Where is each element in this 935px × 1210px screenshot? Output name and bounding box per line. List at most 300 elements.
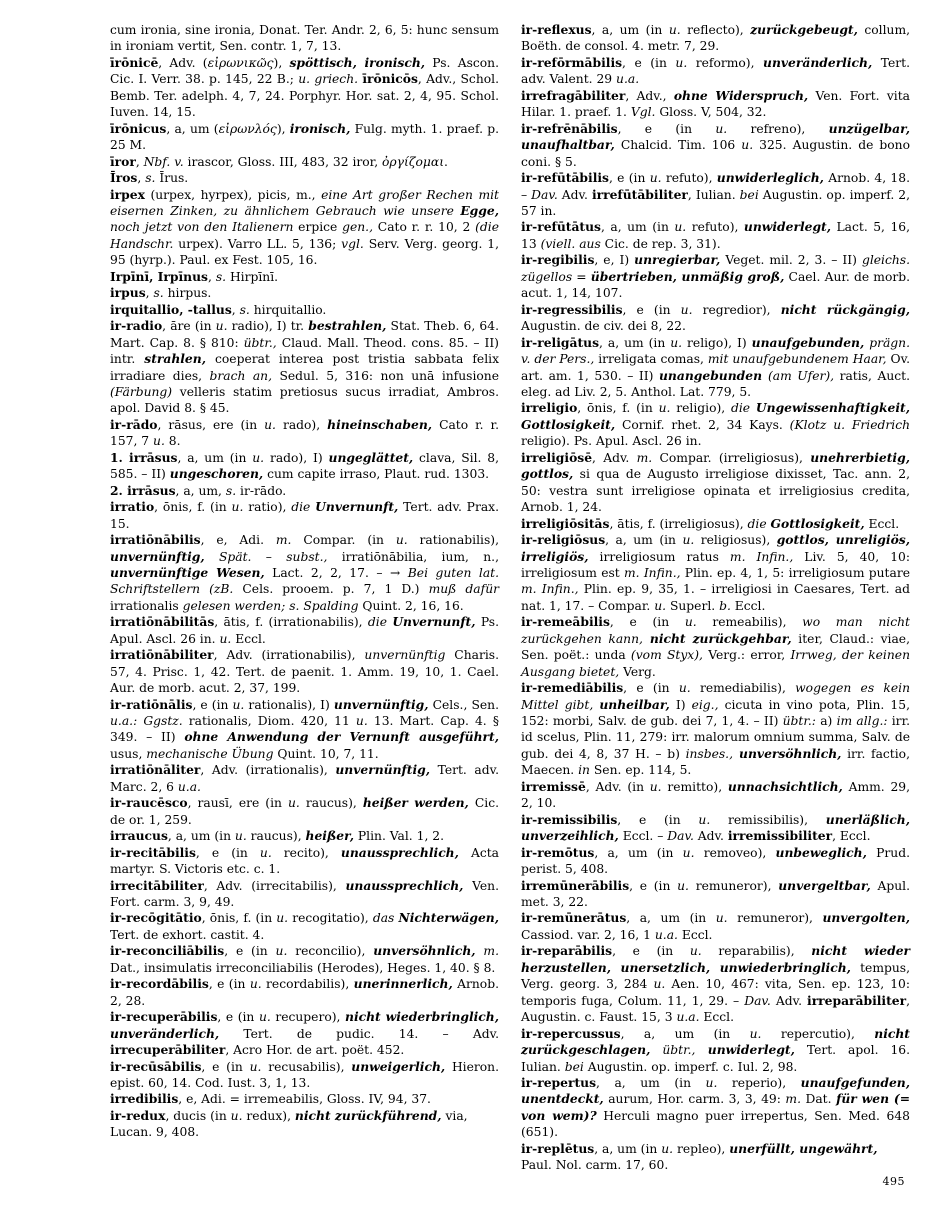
entry-text: velleris statim pretiosus sucus irradiat, Ambros. apol. David 8. § 45. bbox=[110, 384, 499, 416]
entry-headword: irpex bbox=[110, 186, 145, 202]
dictionary-entry bbox=[110, 417, 499, 450]
entry-text: 8. bbox=[164, 434, 181, 449]
dictionary-entry bbox=[521, 878, 910, 911]
dictionary-entry bbox=[110, 302, 499, 318]
entry-italic-note: die bbox=[747, 516, 771, 531]
entry-text: religio), bbox=[670, 401, 731, 416]
entry-gloss: ungeglättet, bbox=[328, 449, 414, 465]
entry-text: Adv. bbox=[770, 993, 808, 1008]
entry-text: Arnob. 4, 18. – bbox=[521, 171, 910, 202]
entry-headword: ir-reflexus bbox=[521, 22, 592, 37]
entry-text: , Iulian. bbox=[687, 187, 740, 202]
entry-headword: ir-replētus bbox=[521, 1140, 595, 1156]
entry-text: Cels. prooem. p. 7, 1 D.) bbox=[233, 582, 429, 597]
entry-text: , Adv., Schol. Bemb. Ter. adelph. 4, 7, 24. Porphyr. Hor. sat. 2, 4, 95. Schol. Iuven. 14, 15. bbox=[110, 72, 499, 120]
entry-gloss: unversöhnlich, bbox=[733, 745, 842, 761]
entry-text: irr. id scelus, Plin. 11, 279: irr. malorum omnium summa, Salv. de gub. dei 4, 8, 37 H. – b) bbox=[521, 714, 911, 761]
entry-italic-note: gleichs. zügellos bbox=[521, 253, 910, 284]
entry-headword: īrōnicē bbox=[110, 54, 159, 70]
dictionary-entry bbox=[521, 121, 910, 170]
entry-italic-note: muß dafür bbox=[428, 582, 499, 597]
entry-text: – bbox=[251, 549, 287, 564]
dictionary-entry bbox=[110, 910, 499, 943]
entry-gloss: unwiderlegt, bbox=[695, 1042, 795, 1058]
entry-text: Tert. de exhort. castit. 4. bbox=[110, 927, 265, 942]
entry-italic-note: u. bbox=[749, 1026, 762, 1041]
entry-italic-note: im allg.: bbox=[836, 714, 888, 729]
entry-text: Fulg. myth. 1. praef. p. 25 M. bbox=[110, 121, 499, 153]
dictionary-entry bbox=[110, 647, 499, 696]
entry-text: , rāsus, ere (in bbox=[157, 417, 265, 432]
entry-gloss: gottlos, unreligiös, irreligiös, bbox=[521, 532, 910, 564]
entry-italic-note: subst., bbox=[286, 549, 328, 564]
entry-text: iter, Claud.: viae, Sen. poët.: unda bbox=[521, 631, 910, 663]
dictionary-entry bbox=[521, 614, 910, 680]
entry-text: Eccl. bbox=[699, 1010, 735, 1025]
entry-text: remitto), bbox=[661, 779, 728, 794]
entry-italic-note: u. bbox=[249, 977, 262, 992]
entry-text: rado), bbox=[275, 417, 328, 432]
entry-italic-note: u. griech. bbox=[298, 72, 359, 87]
entry-gloss: unheilbar, bbox=[599, 696, 670, 712]
entry-text: Eccl. – bbox=[618, 829, 668, 844]
entry-italic-note: bei bbox=[564, 1059, 584, 1074]
entry-text: , e (in bbox=[612, 944, 690, 959]
entry-text: Cael. Aur. de morb. acut. 1, 14, 107. bbox=[521, 269, 911, 301]
entry-text: remuneror), bbox=[727, 911, 823, 926]
dictionary-entry bbox=[110, 878, 499, 911]
entry-text: repercutio), bbox=[761, 1026, 875, 1041]
entry-gloss: unerfüllt, ungewährt, bbox=[729, 1140, 878, 1156]
entry-italic-note: das bbox=[372, 911, 399, 926]
entry-italic-note: b. bbox=[719, 598, 731, 613]
entry-text: Eccl. bbox=[677, 927, 713, 942]
entry-text: ratio), bbox=[243, 500, 292, 515]
entry-text: 325. Augustin. de bono coni. § 5. bbox=[521, 138, 910, 169]
entry-text: reparabilis), bbox=[701, 944, 812, 959]
entry-italic-note: gelesen werden; s. Spalding bbox=[182, 598, 359, 613]
entry-text: , ōnis, f. (in bbox=[577, 401, 659, 416]
entry-headword: ir-raucēsco bbox=[110, 795, 188, 811]
entry-text: rado), I) bbox=[264, 450, 329, 465]
entry-text: cicuta in vino pota, Plin. 15, 152: morbi, Salv. de gub. dei 7, 1, 4. – II) bbox=[521, 697, 910, 729]
entry-headword: irremissē bbox=[521, 778, 586, 794]
dictionary-entry bbox=[110, 697, 499, 763]
entry-gloss: ohne Widerspruch, bbox=[673, 87, 809, 103]
entry-italic-note: s. bbox=[215, 269, 227, 284]
entry-headword: ir-remissibilis bbox=[521, 811, 618, 827]
entry-italic-note: s. bbox=[145, 171, 156, 186]
entry-gloss: unerinnerlich, bbox=[353, 976, 453, 992]
entry-headword: ir-recordābilis bbox=[110, 976, 209, 992]
greek-text: εἰρωνλός bbox=[218, 121, 277, 136]
entry-italic-note: u. bbox=[219, 631, 232, 646]
entry-text: reconcilio), bbox=[287, 944, 374, 959]
entry-text: I) bbox=[669, 697, 692, 712]
entry-headword: irrefūtābiliter bbox=[591, 186, 688, 202]
greek-text: ὀργίζομαι bbox=[382, 154, 445, 169]
entry-gloss: unbeweglich, bbox=[775, 844, 867, 860]
entry-italic-note: u. bbox=[674, 220, 687, 235]
entry-text: , a, um (in bbox=[626, 911, 716, 926]
dictionary-entry bbox=[110, 483, 499, 499]
entry-text: , Eccl. bbox=[832, 829, 871, 844]
entry-italic-note: u. bbox=[682, 533, 695, 548]
entry-text: irreligata comas, bbox=[594, 352, 708, 367]
entry-gloss: nicht wieder herzustellen, unersetzlich, unwiederbringlich, bbox=[521, 943, 910, 975]
entry-text: Verg. bbox=[619, 664, 656, 679]
entry-text: Ven. Fort. vita Hilar. 1. praef. 1. bbox=[521, 88, 910, 120]
entry-text: , a, um (in bbox=[594, 1141, 662, 1156]
entry-italic-note: u. bbox=[661, 1141, 674, 1156]
entry-headword: ir-ratiōnālis bbox=[110, 696, 193, 712]
dictionary-entry bbox=[110, 762, 499, 795]
entry-text: , bbox=[207, 269, 216, 284]
entry-text: , Acro Hor. de art. poët. 452. bbox=[225, 1043, 405, 1058]
entry-text: , e (in bbox=[622, 302, 681, 317]
entry-text: Compar. (in bbox=[291, 533, 396, 548]
entry-headword: ir-regressibilis bbox=[521, 301, 623, 317]
entry-text: Īrus. bbox=[155, 171, 189, 186]
entry-italic-note: eig., bbox=[691, 697, 719, 712]
entry-text: , Adv. bbox=[592, 450, 637, 465]
entry-headword: ir-remeābilis bbox=[521, 614, 610, 630]
entry-headword: irrefragābiliter bbox=[521, 87, 626, 103]
dictionary-entry bbox=[110, 828, 499, 844]
entry-italic-note: m. bbox=[636, 450, 653, 465]
dictionary-entry bbox=[521, 302, 910, 335]
entry-text: Dat., insimulatis irreconciliabilis (Herodes), Heges. 1, 40. § 8. bbox=[110, 960, 496, 975]
dictionary-entry bbox=[110, 499, 499, 532]
entry-gloss: unaufgebunden, bbox=[751, 334, 865, 350]
entry-text: remissibilis), bbox=[710, 812, 826, 827]
entry-headword: irratiōnābilis bbox=[110, 532, 201, 548]
entry-text: , e (in bbox=[622, 55, 676, 70]
entry-text: refuto), bbox=[661, 171, 717, 186]
entry-text: , rausī, ere (in bbox=[187, 796, 288, 811]
dictionary-entry bbox=[521, 910, 910, 943]
entry-headword: ir-rādo bbox=[110, 416, 158, 432]
entry-headword: ir-refūtātus bbox=[521, 219, 601, 235]
dictionary-entry bbox=[521, 812, 910, 845]
entry-text: Plin. Val. 1, 2. bbox=[354, 829, 444, 844]
entry-gloss: unregierbar, bbox=[634, 252, 721, 268]
entry-text: Lact. 5, 16, 13 bbox=[521, 220, 911, 251]
entry-text: , a, um (in bbox=[167, 829, 235, 844]
entry-text: religio). Ps. Apul. Ascl. 26 in. bbox=[521, 434, 702, 449]
entry-italic-note: m. Infin., bbox=[623, 565, 681, 580]
entry-text: Paul. Nol. carm. 17, 60. bbox=[521, 1158, 669, 1173]
entry-italic-note: u.a. bbox=[654, 927, 678, 942]
entry-text: regredior), bbox=[692, 302, 781, 317]
entry-italic-note: vgl. bbox=[341, 236, 364, 251]
entry-text: Eccl. bbox=[864, 516, 900, 531]
entry-headword: ir-recitābilis bbox=[110, 844, 196, 860]
entry-text: hirpus. bbox=[163, 286, 212, 301]
entry-text: Adv. bbox=[557, 187, 592, 202]
entry-gloss: unaussprechlich, bbox=[345, 877, 464, 893]
dictionary-entry bbox=[110, 943, 499, 976]
dictionary-entry bbox=[110, 318, 499, 417]
dictionary-entry bbox=[521, 1075, 910, 1141]
entry-text: irascor, Gloss. III, 483, 32 iror, bbox=[183, 154, 383, 169]
entry-text: Claud. Mall. Theod. cons. 85. – II) intr. bbox=[110, 335, 499, 367]
entry-gloss: unvernünftig, bbox=[335, 762, 431, 778]
entry-italic-note: übtr., bbox=[650, 1043, 696, 1058]
entry-text: , e (in bbox=[224, 944, 276, 959]
entry-text: redux), bbox=[242, 1108, 295, 1123]
entry-gloss: ungeschoren, bbox=[169, 466, 264, 482]
entry-text: Aen. 10, 467: vita, Sen. ep. 123, 10: temporis fuga, Colum. 11, 1, 29. – bbox=[521, 977, 910, 1008]
entry-text: Tert. adv. Prax. 15. bbox=[110, 500, 500, 531]
dictionary-entry bbox=[110, 154, 499, 170]
entry-text: Eccl. bbox=[730, 598, 766, 613]
entry-italic-note: brach an, bbox=[209, 368, 273, 383]
entry-italic-note: u. bbox=[355, 714, 368, 729]
entry-text: , bbox=[231, 302, 240, 317]
entry-gloss: nicht zurückführend, bbox=[294, 1107, 442, 1123]
entry-gloss: Egge, bbox=[460, 202, 499, 218]
entry-text: Ov. art. am. 1, 530. – II) bbox=[521, 352, 910, 383]
entry-text: ), bbox=[276, 121, 290, 136]
entry-headword: irreparābiliter bbox=[807, 992, 907, 1008]
entry-headword: ir-religātus bbox=[521, 334, 600, 350]
entry-text: , Adv. (irrationabilis), bbox=[213, 648, 365, 663]
entry-text: Quint. 10, 7, 11. bbox=[273, 746, 379, 761]
entry-headword: irraucus bbox=[110, 828, 168, 844]
dictionary-entry bbox=[110, 55, 499, 121]
entry-gloss: nicht zurückgehbar, bbox=[642, 630, 792, 646]
entry-headword: Irpīnī, Irpīnus bbox=[110, 268, 208, 284]
entry-italic-note: Dav. bbox=[531, 187, 558, 202]
entry-italic-note: u. bbox=[715, 911, 728, 926]
entry-text: , a, um (in bbox=[177, 450, 253, 465]
entry-text: reformo), bbox=[687, 55, 764, 70]
greek-text: εἰρωνικῶς bbox=[207, 55, 274, 70]
entry-gloss: unvernünftige Wesen, bbox=[110, 564, 265, 580]
entry-text: removeo), bbox=[694, 845, 776, 860]
entry-italic-note: m. bbox=[475, 944, 499, 959]
entry-gloss: nicht rückgängig, bbox=[780, 301, 910, 317]
entry-text: cum ironia, sine ironia, Donat. Ter. Andr. 2, 6, 5: hunc sensum in ironiam vertit, Sen. contr. 1, 7, 13. bbox=[110, 23, 499, 54]
entry-gloss: ohne Anwendung der Vernunft ausgeführt, bbox=[184, 729, 499, 745]
entry-gloss: strahlen, bbox=[144, 351, 206, 367]
entry-gloss: Ungewissenhaftigkeit, Gottlosigkeit, bbox=[521, 400, 910, 432]
entry-italic-note: u.a.: Ggstz. bbox=[110, 714, 183, 729]
entry-text: remeabilis), bbox=[696, 615, 803, 630]
entry-text: Tert. adv. Valent. 29 bbox=[521, 55, 910, 87]
dictionary-entry bbox=[110, 1009, 499, 1058]
entry-text: , e (in bbox=[201, 1059, 250, 1074]
entry-gloss: hineinschaben, bbox=[327, 416, 433, 432]
entry-text: , e (in bbox=[608, 171, 650, 186]
entry-gloss: übertrieben, unmäßig groß, bbox=[590, 268, 785, 284]
entry-text: Arnob. 2, 28. bbox=[110, 977, 499, 1008]
entry-italic-note: u. bbox=[741, 138, 754, 153]
entry-text: rationalis), I) bbox=[244, 697, 334, 712]
entry-text: , bbox=[137, 171, 146, 186]
entry-text: , e (in bbox=[617, 812, 699, 827]
entry-gloss: unwiderleglich, bbox=[716, 170, 824, 186]
entry-italic-note: u. bbox=[276, 911, 289, 926]
entry-text: , a, um (in bbox=[605, 533, 683, 548]
entry-text: Tert. apol. 16. Iulian. bbox=[521, 1043, 910, 1074]
entry-italic-note: s. bbox=[225, 483, 237, 498]
entry-text: clava, Sil. 8, 585. – II) bbox=[110, 450, 500, 482]
entry-text: , e (in bbox=[617, 121, 716, 136]
entry-italic-note: s. bbox=[239, 302, 250, 317]
entry-text: religiosus), bbox=[694, 533, 777, 548]
entry-italic-note: u.a. bbox=[676, 1010, 700, 1025]
entry-text: , ātis, f. (irrationabilis), bbox=[214, 615, 368, 630]
entry-text: Cels., Sen. bbox=[428, 697, 499, 712]
entry-text: Stat. Theb. 6, 64. Mart. Cap. 8. § 810: bbox=[110, 319, 499, 350]
entry-italic-note: m. Infin., bbox=[521, 582, 579, 597]
entry-text: Cato r. r. 10, 2 bbox=[372, 220, 476, 235]
entry-text: , a, um (in bbox=[599, 335, 671, 350]
entry-text: Ps. Ascon. Cic. I. Verr. 38. p. 145, 22 B.; bbox=[110, 55, 499, 87]
entry-gloss: unwiderlegt, bbox=[743, 219, 831, 235]
entry-italic-note: (die Handschr. bbox=[110, 220, 499, 251]
entry-text: ir-rādo. bbox=[236, 483, 287, 498]
entry-italic-note: in bbox=[578, 763, 590, 778]
entry-text: , e (in bbox=[217, 1010, 259, 1025]
entry-gloss: unangebunden bbox=[658, 367, 768, 383]
entry-italic-note: mit unaufgebundenem Haar, bbox=[707, 352, 887, 367]
entry-italic-note: m. bbox=[275, 533, 292, 548]
entry-text: via, Lucan. 9, 408. bbox=[110, 1108, 468, 1140]
entry-headword: 2. irrāsus bbox=[110, 482, 176, 498]
entry-italic-note: u. bbox=[680, 302, 693, 317]
entry-text: Amm. 29, 2, 10. bbox=[521, 779, 911, 811]
entry-text: Cic. de rep. 3, 31). bbox=[600, 236, 721, 251]
entry-text: Compar. (irreligiosus), bbox=[652, 450, 811, 465]
entry-italic-note: u. bbox=[153, 434, 165, 449]
entry-italic-note: Nbf. v. bbox=[143, 154, 184, 169]
entry-italic-note: unvernünftig bbox=[364, 648, 446, 663]
entry-text: Augustin. de civ. dei 8, 22. bbox=[521, 319, 686, 334]
entry-headword: irremissibiliter bbox=[727, 828, 833, 844]
entry-text: , Augustin. c. Faust. 15, 3 bbox=[521, 993, 911, 1025]
entry-text: , Adv. (irrecitabilis), bbox=[203, 878, 346, 893]
entry-headword: ir-repertus bbox=[521, 1075, 597, 1090]
entry-text: , e (in bbox=[208, 977, 250, 992]
entry-text: collum, Boëth. de consol. 4. metr. 7, 29. bbox=[521, 23, 911, 54]
entry-gloss: unveränderlich, bbox=[763, 54, 873, 70]
entry-text: , ātis, f. (irreligiosus), bbox=[609, 516, 748, 531]
entry-gloss: für wen (= von wem)? bbox=[521, 1091, 911, 1123]
entry-italic-note: Dav. bbox=[744, 993, 771, 1008]
entry-text: , ducis (in bbox=[165, 1108, 231, 1123]
entry-text: irratiōnābilia, ium, n., bbox=[327, 549, 499, 564]
entry-text: Lact. 2, 2, 17. – → bbox=[264, 565, 408, 580]
entry-text: recordabilis), bbox=[261, 977, 354, 992]
entry-text: usus, bbox=[110, 746, 147, 761]
dictionary-entry bbox=[521, 400, 910, 449]
entry-text: remuneror), bbox=[688, 878, 779, 893]
entry-text: , e (in bbox=[623, 681, 679, 696]
entry-continuation bbox=[110, 22, 499, 55]
entry-text: irr. factio, Maecen. bbox=[521, 746, 910, 778]
entry-gloss: Unvernunft, bbox=[392, 614, 476, 630]
entry-italic-note: Irrweg, der keinen Ausgang bietet, bbox=[521, 648, 910, 679]
entry-italic-note: u. bbox=[649, 779, 662, 794]
dictionary-entry bbox=[521, 252, 910, 301]
entry-text: Eccl. bbox=[231, 631, 266, 646]
entry-text: Cato r. r. 157, 7 bbox=[110, 417, 499, 449]
entry-text: , e, Adi. bbox=[200, 533, 276, 548]
dictionary-entry bbox=[110, 976, 499, 1009]
dictionary-entry bbox=[521, 532, 910, 614]
entry-text: reflecto), bbox=[680, 23, 751, 37]
entry-gloss: unaussprechlich, bbox=[340, 844, 459, 860]
entry-gloss: bestrahlen, bbox=[308, 318, 387, 334]
entry-text: Apul. met. 3, 22. bbox=[521, 878, 910, 910]
entry-italic-note: u. bbox=[649, 171, 662, 186]
entry-gloss: Unvernunft, bbox=[315, 499, 399, 515]
entry-text: radio), I) tr. bbox=[227, 319, 309, 334]
entry-gloss: Nichterwägen, bbox=[398, 910, 499, 926]
dictionary-entry bbox=[521, 680, 910, 779]
entry-text: 13. Mart. Cap. 4. § 349. – II) bbox=[110, 714, 499, 745]
entry-italic-note: (Klotz u. Friedrich bbox=[789, 417, 910, 432]
entry-italic-note: Spät. bbox=[204, 549, 252, 564]
entry-text: refreno), bbox=[727, 121, 829, 136]
entry-text: Chalcid. Tim. 106 bbox=[614, 138, 742, 153]
dictionary-entry bbox=[110, 285, 499, 301]
entry-text: repleo), bbox=[673, 1141, 730, 1156]
entry-text: Quint. 2, 16, 16. bbox=[358, 598, 464, 613]
entry-italic-note: u. bbox=[668, 23, 681, 37]
entry-gloss: unvergolten, bbox=[822, 910, 910, 926]
entry-text: irreligiosum ratus bbox=[588, 549, 730, 564]
entry-text: coeperat interea post tristia sabbata felix irradiare dies, bbox=[110, 352, 500, 383]
entry-italic-note: u. bbox=[259, 845, 272, 860]
entry-gloss: nicht zurückgeschlagen, bbox=[521, 1025, 910, 1058]
entry-italic-note: insbes., bbox=[685, 746, 734, 761]
entry-gloss: unvernünftig, bbox=[333, 696, 429, 712]
entry-gloss: spöttisch, ironisch, bbox=[289, 54, 426, 70]
entry-italic-note: die bbox=[291, 500, 316, 515]
entry-headword: ir-recuperābilis bbox=[110, 1009, 218, 1025]
entry-text: urpex). Varro LL. 5, 136; bbox=[173, 236, 342, 251]
entry-italic-note: noch jetzt von den Italienern bbox=[110, 220, 294, 235]
entry-text: Plin. ep. 9, 35, 1. – irreligiosi in Caesares, Tert. ad nat. 1, 17. – Compar. bbox=[521, 582, 910, 613]
entry-text: Cassiod. var. 2, 16, 1 bbox=[521, 927, 655, 942]
entry-italic-note: u. bbox=[715, 121, 728, 136]
entry-gloss: zurückgebeugt, bbox=[750, 22, 858, 37]
entry-headword: ir-refrēnābilis bbox=[521, 120, 618, 136]
entry-italic-note: u. bbox=[275, 944, 288, 959]
entry-headword: ir-radio bbox=[110, 318, 163, 334]
entry-text: si qua de Augusto irreligiose dixisset, Tac. ann. 2, 50: vestra sunt irreligiose opinata et irreligiosius credita, Arnob. 1, 24. bbox=[521, 467, 910, 515]
entry-gloss: heißer, bbox=[305, 828, 354, 844]
entry-text: Serv. Verg. georg. 1, 95 (hyrp.). Paul. ex Fest. 105, 16. bbox=[110, 236, 499, 268]
entry-headword: irremūnerābilis bbox=[521, 877, 630, 893]
entry-gloss: ironisch, bbox=[289, 120, 351, 136]
dictionary-entry bbox=[110, 269, 499, 285]
entry-headword: ir-reconciliābilis bbox=[110, 943, 225, 959]
entry-text: Acta martyr. S. Victoris etc. c. 1. bbox=[110, 845, 499, 877]
entry-text: Augustin. op. imperf. c. Iul. 2, 98. bbox=[583, 1059, 798, 1074]
entry-text: Hirpīnī. bbox=[226, 269, 279, 284]
entry-text: raucus), bbox=[299, 796, 363, 811]
entry-text: tempus, Verg. georg. 3, 284 bbox=[521, 960, 910, 992]
page-columns bbox=[110, 22, 911, 1173]
entry-text: , a, um (in bbox=[596, 1076, 706, 1090]
entry-italic-note: u. bbox=[654, 598, 667, 613]
entry-text: Verg.: error, bbox=[702, 648, 791, 663]
